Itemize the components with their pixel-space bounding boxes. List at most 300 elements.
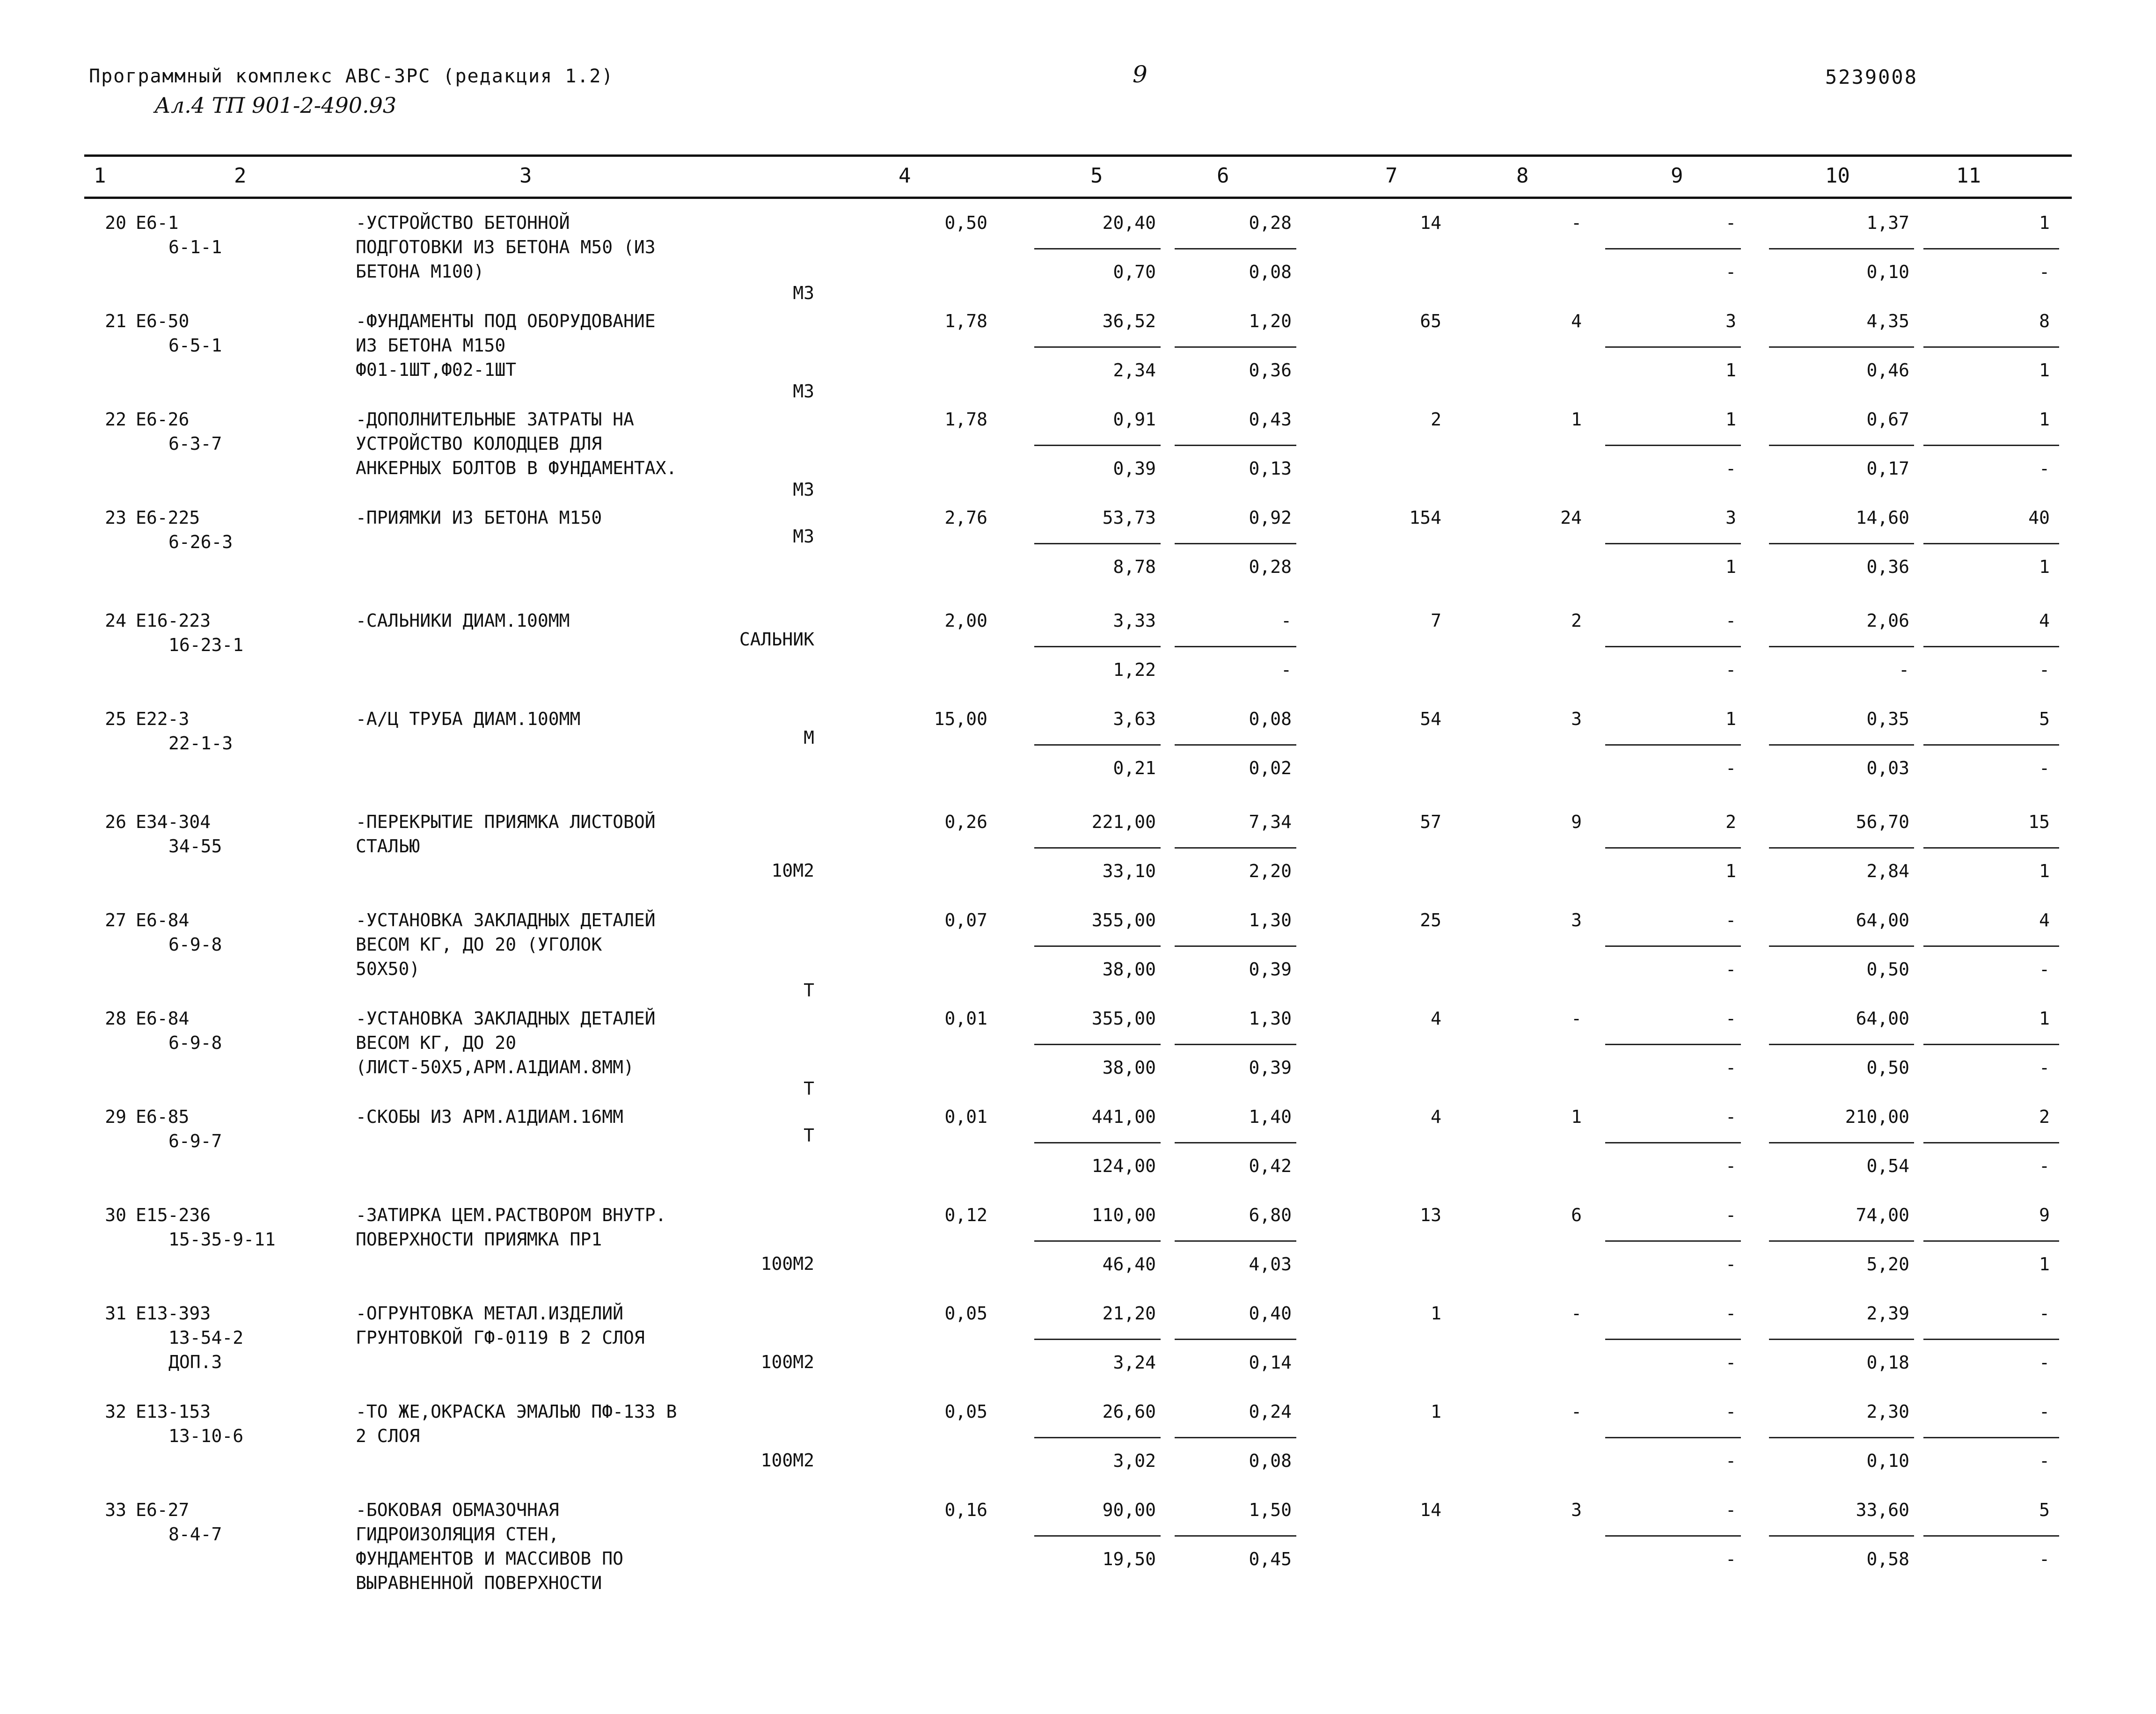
- machinist-labor-total: -: [2039, 1352, 2050, 1373]
- fraction-rule: [1923, 1044, 2059, 1045]
- wages-total: 24: [1560, 507, 1582, 528]
- fraction-rule: [1923, 543, 2059, 544]
- machine-wages-total: -: [1725, 1549, 1736, 1569]
- work-description-line: -УСТРОЙСТВО БЕТОННОЙ: [356, 212, 570, 233]
- fraction-rule: [1175, 1339, 1296, 1340]
- unit-of-measure: 100М2: [760, 1253, 814, 1274]
- unit-of-measure: М3: [793, 381, 814, 402]
- quantity: 0,16: [944, 1500, 987, 1520]
- quantity: 15,00: [934, 709, 987, 729]
- labor-per-unit: 2,06: [1866, 610, 1909, 631]
- unit-cost-wages: 19,50: [1102, 1549, 1156, 1569]
- unit-cost-wages: 38,00: [1102, 959, 1156, 980]
- machine-wages: 0,36: [1249, 360, 1292, 381]
- row-number: 31: [105, 1303, 126, 1324]
- norm-code: E6-225: [136, 507, 200, 528]
- fraction-rule: [1034, 847, 1161, 849]
- machinist-labor-per-unit: 0,18: [1866, 1352, 1909, 1373]
- work-description-line: 50Х50): [356, 959, 420, 979]
- wages-total: 1: [1571, 1106, 1582, 1127]
- total-cost: 2: [1431, 409, 1441, 430]
- machine-cost: -: [1281, 610, 1292, 631]
- fraction-rule: [1769, 543, 1914, 544]
- machine-wages: 0,39: [1249, 1057, 1292, 1078]
- machine-wages-total: -: [1725, 1156, 1736, 1176]
- norm-code-sub: 6-5-1: [168, 335, 222, 356]
- work-description-line: -ЗАТИРКА ЦЕМ.РАСТВОРОМ ВНУТР.: [356, 1205, 666, 1225]
- machine-wages-total: -: [1725, 959, 1736, 980]
- wages-total: 3: [1571, 709, 1582, 729]
- total-cost: 57: [1420, 812, 1441, 832]
- quantity: 2,00: [944, 610, 987, 631]
- machine-total: -: [1725, 1401, 1736, 1422]
- machine-wages-total: -: [1725, 1450, 1736, 1471]
- fraction-rule: [1769, 744, 1914, 746]
- col-header-7: 7: [1385, 164, 1398, 188]
- labor-total: 15: [2028, 812, 2050, 832]
- labor-per-unit: 0,35: [1866, 709, 1909, 729]
- fraction-rule: [1034, 1240, 1161, 1242]
- machine-wages-total: 1: [1725, 861, 1736, 881]
- machine-wages-total: 1: [1725, 557, 1736, 577]
- norm-code: E34-304: [136, 812, 211, 832]
- norm-code-sub: 6-3-7: [168, 433, 222, 454]
- wages-total: 3: [1571, 1500, 1582, 1520]
- wages-total: 4: [1571, 311, 1582, 331]
- labor-total: 5: [2039, 709, 2050, 729]
- wages-total: -: [1571, 212, 1582, 233]
- unit-cost-wages: 3,24: [1113, 1352, 1156, 1373]
- fraction-rule: [1605, 744, 1741, 746]
- unit-cost-wages: 8,78: [1113, 557, 1156, 577]
- labor-per-unit: 0,67: [1866, 409, 1909, 430]
- fraction-rule: [1605, 1044, 1741, 1045]
- fraction-rule: [1034, 1142, 1161, 1143]
- unit-cost-wages: 124,00: [1091, 1156, 1156, 1176]
- row-number: 32: [105, 1401, 126, 1422]
- machine-wages: 0,42: [1249, 1156, 1292, 1176]
- fraction-rule: [1175, 945, 1296, 947]
- row-number: 29: [105, 1106, 126, 1127]
- fraction-rule: [1769, 1044, 1914, 1045]
- norm-code: E16-223: [136, 610, 211, 631]
- machine-wages: 0,13: [1249, 458, 1292, 479]
- fraction-rule: [1175, 744, 1296, 746]
- work-description-line: ФУНДАМЕНТОВ И МАССИВОВ ПО: [356, 1548, 623, 1569]
- unit-cost-total: 53,73: [1102, 507, 1156, 528]
- fraction-rule: [1605, 248, 1741, 249]
- work-description-line: -ТО ЖЕ,ОКРАСКА ЭМАЛЬЮ ПФ-133 В: [356, 1401, 677, 1422]
- machine-wages: 0,28: [1249, 557, 1292, 577]
- norm-code-sub: 34-55: [168, 836, 222, 857]
- wages-total: 3: [1571, 910, 1582, 930]
- machinist-labor-total: -: [2039, 1549, 2050, 1569]
- norm-code: E13-153: [136, 1401, 211, 1422]
- machine-wages: -: [1281, 659, 1292, 680]
- wages-total: -: [1571, 1008, 1582, 1029]
- work-description-line: (ЛИСТ-50Х5,АРМ.А1ДИАМ.8ММ): [356, 1057, 634, 1077]
- total-cost: 7: [1431, 610, 1441, 631]
- fraction-rule: [1175, 248, 1296, 249]
- norm-code-sub: 16-23-1: [168, 635, 244, 655]
- program-header: Программный комплекс АВС-3РС (редакция 1.2): [89, 66, 614, 87]
- top-rule: [84, 154, 2072, 157]
- fraction-rule: [1175, 1240, 1296, 1242]
- document-number: 5239008: [1825, 66, 1918, 88]
- labor-per-unit: 74,00: [1856, 1205, 1909, 1225]
- fraction-rule: [1605, 1339, 1741, 1340]
- col-header-4: 4: [899, 164, 911, 188]
- machine-total: 3: [1725, 311, 1736, 331]
- fraction-rule: [1605, 445, 1741, 446]
- machinist-labor-per-unit: 0,46: [1866, 360, 1909, 381]
- fraction-rule: [1034, 445, 1161, 446]
- work-description-line: ВЕСОМ КГ, ДО 20 (УГОЛОК: [356, 934, 602, 955]
- fraction-rule: [1923, 1240, 2059, 1242]
- labor-total: 1: [2039, 409, 2050, 430]
- machine-cost: 0,28: [1249, 212, 1292, 233]
- total-cost: 154: [1409, 507, 1441, 528]
- machine-total: -: [1725, 910, 1736, 930]
- fraction-rule: [1923, 445, 2059, 446]
- norm-code: E6-26: [136, 409, 190, 430]
- machinist-labor-total: -: [2039, 458, 2050, 479]
- fraction-rule: [1923, 1339, 2059, 1340]
- total-cost: 65: [1420, 311, 1441, 331]
- machinist-labor-per-unit: 0,36: [1866, 557, 1909, 577]
- quantity: 1,78: [944, 409, 987, 430]
- column-header-row: [0, 164, 2156, 192]
- machinist-labor-per-unit: 2,84: [1866, 861, 1909, 881]
- unit-cost-total: 355,00: [1091, 1008, 1156, 1029]
- col-header-8: 8: [1516, 164, 1529, 188]
- machinist-labor-total: -: [2039, 959, 2050, 980]
- labor-total: -: [2039, 1303, 2050, 1324]
- unit-of-measure: Т: [804, 1078, 814, 1099]
- quantity: 0,05: [944, 1303, 987, 1324]
- machinist-labor-total: -: [2039, 659, 2050, 680]
- labor-per-unit: 64,00: [1856, 1008, 1909, 1029]
- unit-of-measure: М3: [793, 283, 814, 303]
- row-number: 22: [105, 409, 126, 430]
- labor-per-unit: 64,00: [1856, 910, 1909, 930]
- machine-cost: 1,50: [1249, 1500, 1292, 1520]
- machine-wages: 0,08: [1249, 1450, 1292, 1471]
- fraction-rule: [1605, 1437, 1741, 1438]
- machine-wages: 0,39: [1249, 959, 1292, 980]
- row-number: 30: [105, 1205, 126, 1225]
- unit-cost-total: 36,52: [1102, 311, 1156, 331]
- machinist-labor-per-unit: 5,20: [1866, 1254, 1909, 1275]
- fraction-rule: [1605, 646, 1741, 647]
- row-number: 20: [105, 212, 126, 233]
- machine-cost: 0,08: [1249, 709, 1292, 729]
- machine-total: -: [1725, 212, 1736, 233]
- machine-cost: 0,24: [1249, 1401, 1292, 1422]
- fraction-rule: [1769, 1142, 1914, 1143]
- work-description-line: СТАЛЬЮ: [356, 836, 420, 857]
- unit-of-measure: Т: [804, 1125, 814, 1146]
- fraction-rule: [1034, 248, 1161, 249]
- work-description-line: ПОДГОТОВКИ ИЗ БЕТОНА М50 (ИЗ: [356, 237, 656, 257]
- work-description-line: УСТРОЙСТВО КОЛОДЦЕВ ДЛЯ: [356, 433, 602, 454]
- fraction-rule: [1769, 1339, 1914, 1340]
- machinist-labor-per-unit: 0,58: [1866, 1549, 1909, 1569]
- quantity: 0,26: [944, 812, 987, 832]
- machine-cost: 0,43: [1249, 409, 1292, 430]
- labor-total: 1: [2039, 212, 2050, 233]
- machine-cost: 0,40: [1249, 1303, 1292, 1324]
- wages-total: 1: [1571, 409, 1582, 430]
- machine-wages-total: -: [1725, 1352, 1736, 1373]
- machinist-labor-per-unit: 0,50: [1866, 959, 1909, 980]
- machine-wages-total: -: [1725, 659, 1736, 680]
- fraction-rule: [1923, 847, 2059, 849]
- fraction-rule: [1175, 445, 1296, 446]
- machinist-labor-per-unit: 0,17: [1866, 458, 1909, 479]
- quantity: 1,78: [944, 311, 987, 331]
- machinist-labor-per-unit: 0,10: [1866, 262, 1909, 282]
- machine-wages-total: -: [1725, 758, 1736, 778]
- unit-cost-total: 26,60: [1102, 1401, 1156, 1422]
- labor-per-unit: 33,60: [1856, 1500, 1909, 1520]
- quantity: 0,01: [944, 1008, 987, 1029]
- unit-cost-total: 221,00: [1091, 812, 1156, 832]
- work-description-line: ВЫРАВНЕННОЙ ПОВЕРХНОСТИ: [356, 1573, 602, 1593]
- work-description-line: -ПРИЯМКИ ИЗ БЕТОНА М150: [356, 507, 602, 528]
- col-header-10: 10: [1825, 164, 1850, 188]
- fraction-rule: [1923, 1142, 2059, 1143]
- unit-cost-total: 441,00: [1091, 1106, 1156, 1127]
- machine-wages-total: 1: [1725, 360, 1736, 381]
- fraction-rule: [1175, 646, 1296, 647]
- fraction-rule: [1605, 543, 1741, 544]
- row-number: 26: [105, 812, 126, 832]
- fraction-rule: [1034, 1535, 1161, 1537]
- fraction-rule: [1175, 847, 1296, 849]
- machine-wages-total: -: [1725, 1254, 1736, 1275]
- labor-total: 4: [2039, 910, 2050, 930]
- row-number: 33: [105, 1500, 126, 1520]
- total-cost: 54: [1420, 709, 1441, 729]
- machine-cost: 0,92: [1249, 507, 1292, 528]
- row-number: 21: [105, 311, 126, 331]
- labor-total: -: [2039, 1401, 2050, 1422]
- fraction-rule: [1605, 945, 1741, 947]
- work-description-line: ИЗ БЕТОНА М150: [356, 335, 506, 356]
- wages-total: 6: [1571, 1205, 1582, 1225]
- labor-total: 9: [2039, 1205, 2050, 1225]
- fraction-rule: [1175, 346, 1296, 348]
- norm-code: E13-393: [136, 1303, 211, 1324]
- unit-cost-total: 3,63: [1113, 709, 1156, 729]
- machinist-labor-total: -: [2039, 758, 2050, 778]
- quantity: 0,07: [944, 910, 987, 930]
- quantity: 0,50: [944, 212, 987, 233]
- machine-total: -: [1725, 1205, 1736, 1225]
- machine-wages: 4,03: [1249, 1254, 1292, 1275]
- unit-cost-wages: 3,02: [1113, 1450, 1156, 1471]
- work-description-line: БЕТОНА М100): [356, 261, 484, 282]
- machine-wages: 2,20: [1249, 861, 1292, 881]
- labor-per-unit: 1,37: [1866, 212, 1909, 233]
- work-description-line: -ФУНДАМЕНТЫ ПОД ОБОРУДОВАНИЕ: [356, 311, 656, 331]
- fraction-rule: [1034, 1437, 1161, 1438]
- fraction-rule: [1923, 945, 2059, 947]
- total-cost: 4: [1431, 1008, 1441, 1029]
- unit-cost-total: 3,33: [1113, 610, 1156, 631]
- machine-cost: 1,40: [1249, 1106, 1292, 1127]
- row-number: 24: [105, 610, 126, 631]
- quantity: 0,12: [944, 1205, 987, 1225]
- fraction-rule: [1175, 1535, 1296, 1537]
- norm-code-sub: 6-26-3: [168, 532, 233, 552]
- fraction-rule: [1034, 543, 1161, 544]
- fraction-rule: [1923, 646, 2059, 647]
- fraction-rule: [1175, 1142, 1296, 1143]
- machine-total: -: [1725, 610, 1736, 631]
- work-description-line: -УСТАНОВКА ЗАКЛАДНЫХ ДЕТАЛЕЙ: [356, 1008, 656, 1029]
- machinist-labor-total: 1: [2039, 861, 2050, 881]
- machine-total: 3: [1725, 507, 1736, 528]
- labor-per-unit: 4,35: [1866, 311, 1909, 331]
- work-description-line: -А/Ц ТРУБА ДИАМ.100ММ: [356, 709, 581, 729]
- fraction-rule: [1605, 346, 1741, 348]
- machine-total: 1: [1725, 709, 1736, 729]
- fraction-rule: [1923, 1437, 2059, 1438]
- total-cost: 14: [1420, 1500, 1441, 1520]
- norm-code-extra: ДОП.3: [168, 1352, 222, 1372]
- work-description-line: ВЕСОМ КГ, ДО 20: [356, 1033, 517, 1053]
- machinist-labor-total: 1: [2039, 557, 2050, 577]
- machine-cost: 1,30: [1249, 1008, 1292, 1029]
- labor-per-unit: 210,00: [1845, 1106, 1909, 1127]
- work-description-line: ГИДРОИЗОЛЯЦИЯ СТЕН,: [356, 1524, 559, 1545]
- fraction-rule: [1923, 248, 2059, 249]
- norm-code-sub: 6-9-8: [168, 934, 222, 955]
- fraction-rule: [1923, 744, 2059, 746]
- machinist-labor-total: -: [2039, 262, 2050, 282]
- machine-total: -: [1725, 1303, 1736, 1324]
- machine-total: -: [1725, 1106, 1736, 1127]
- quantity: 0,05: [944, 1401, 987, 1422]
- col-header-5: 5: [1090, 164, 1103, 188]
- wages-total: 9: [1571, 812, 1582, 832]
- fraction-rule: [1923, 1535, 2059, 1537]
- norm-code: E6-84: [136, 1008, 190, 1029]
- unit-cost-wages: 0,39: [1113, 458, 1156, 479]
- norm-code-sub: 8-4-7: [168, 1524, 222, 1545]
- machine-total: -: [1725, 1008, 1736, 1029]
- unit-cost-wages: 33,10: [1102, 861, 1156, 881]
- col-header-2: 2: [234, 164, 247, 188]
- machine-cost: 1,20: [1249, 311, 1292, 331]
- col-header-3: 3: [519, 164, 532, 188]
- row-number: 28: [105, 1008, 126, 1029]
- machinist-labor-total: -: [2039, 1156, 2050, 1176]
- row-number: 25: [105, 709, 126, 729]
- unit-cost-total: 21,20: [1102, 1303, 1156, 1324]
- unit-cost-total: 20,40: [1102, 212, 1156, 233]
- fraction-rule: [1034, 346, 1161, 348]
- labor-per-unit: 56,70: [1856, 812, 1909, 832]
- machinist-labor-total: 1: [2039, 1254, 2050, 1275]
- unit-of-measure: Т: [804, 980, 814, 1001]
- work-description-line: -САЛЬНИКИ ДИАМ.100ММ: [356, 610, 570, 631]
- machine-wages-total: -: [1725, 262, 1736, 282]
- labor-total: 1: [2039, 1008, 2050, 1029]
- fraction-rule: [1769, 1535, 1914, 1537]
- fraction-rule: [1923, 346, 2059, 348]
- unit-cost-wages: 1,22: [1113, 659, 1156, 680]
- unit-of-measure: М: [804, 727, 814, 748]
- machinist-labor-total: -: [2039, 1450, 2050, 1471]
- norm-code: E22-3: [136, 709, 190, 729]
- fraction-rule: [1769, 1240, 1914, 1242]
- fraction-rule: [1769, 945, 1914, 947]
- col-header-1: 1: [94, 164, 106, 188]
- fraction-rule: [1769, 1437, 1914, 1438]
- machine-cost: 1,30: [1249, 910, 1292, 930]
- row-number: 23: [105, 507, 126, 528]
- labor-per-unit: 2,30: [1866, 1401, 1909, 1422]
- fraction-rule: [1769, 445, 1914, 446]
- unit-of-measure: 100М2: [760, 1450, 814, 1471]
- fraction-rule: [1034, 1044, 1161, 1045]
- norm-code-sub: 6-9-7: [168, 1131, 222, 1151]
- machinist-labor-total: -: [2039, 1057, 2050, 1078]
- machine-wages: 0,45: [1249, 1549, 1292, 1569]
- norm-code-sub: 22-1-3: [168, 733, 233, 754]
- unit-cost-wages: 38,00: [1102, 1057, 1156, 1078]
- work-description-line: Ф01-1ШТ,Ф02-1ШТ: [356, 359, 517, 380]
- work-description-line: АНКЕРНЫХ БОЛТОВ В ФУНДАМЕНТАХ.: [356, 458, 677, 478]
- unit-cost-total: 110,00: [1091, 1205, 1156, 1225]
- unit-cost-wages: 2,34: [1113, 360, 1156, 381]
- work-description-line: ПОВЕРХНОСТИ ПРИЯМКА ПР1: [356, 1229, 602, 1250]
- work-description-line: -СКОБЫ ИЗ АРМ.А1ДИАМ.16ММ: [356, 1106, 623, 1127]
- work-description-line: -ОГРУНТОВКА МЕТАЛ.ИЗДЕЛИЙ: [356, 1303, 623, 1324]
- labor-total: 5: [2039, 1500, 2050, 1520]
- fraction-rule: [1034, 646, 1161, 647]
- unit-of-measure: 100М2: [760, 1352, 814, 1372]
- labor-per-unit: 14,60: [1856, 507, 1909, 528]
- norm-code: E15-236: [136, 1205, 211, 1225]
- total-cost: 1: [1431, 1303, 1441, 1324]
- unit-of-measure: САЛЬНИК: [739, 629, 814, 650]
- machine-total: 2: [1725, 812, 1736, 832]
- machine-wages: 0,02: [1249, 758, 1292, 778]
- machinist-labor-per-unit: 0,03: [1866, 758, 1909, 778]
- machine-wages: 0,14: [1249, 1352, 1292, 1373]
- norm-code-sub: 15-35-9-11: [168, 1229, 276, 1250]
- fraction-rule: [1769, 248, 1914, 249]
- work-description-line: -БОКОВАЯ ОБМАЗОЧНАЯ: [356, 1500, 559, 1520]
- total-cost: 13: [1420, 1205, 1441, 1225]
- machinist-labor-per-unit: 0,54: [1866, 1156, 1909, 1176]
- norm-code-sub: 6-9-8: [168, 1033, 222, 1053]
- col-header-11: 11: [1956, 164, 1981, 188]
- norm-code: E6-85: [136, 1106, 190, 1127]
- wages-total: 2: [1571, 610, 1582, 631]
- album-reference: Ал.4 ТП 901-2-490.93: [154, 93, 397, 118]
- fraction-rule: [1605, 1240, 1741, 1242]
- machinist-labor-total: 1: [2039, 360, 2050, 381]
- total-cost: 4: [1431, 1106, 1441, 1127]
- norm-code: E6-1: [136, 212, 179, 233]
- norm-code-sub: 13-54-2: [168, 1327, 244, 1348]
- machine-cost: 6,80: [1249, 1205, 1292, 1225]
